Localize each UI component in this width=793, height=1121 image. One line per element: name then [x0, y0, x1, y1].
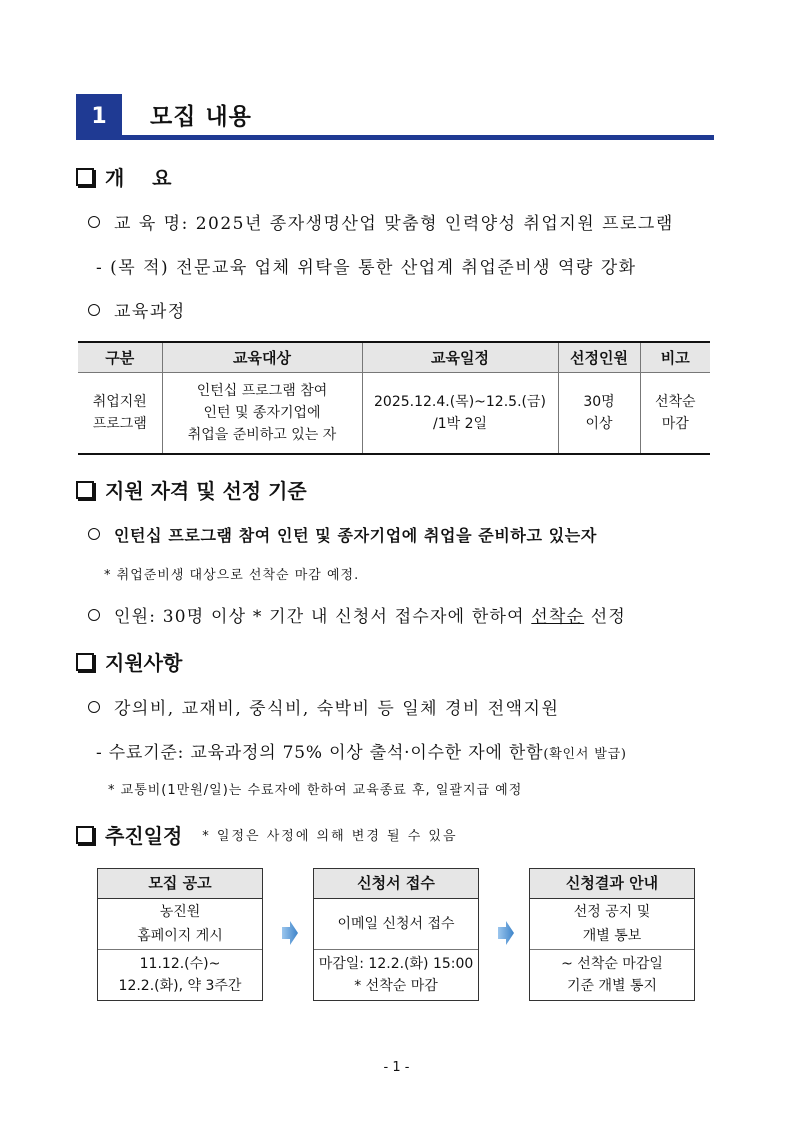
col-header-target: 교육대상 — [162, 342, 362, 373]
schedule-note: * 일정은 사정에 의해 변경 될 수 있음 — [202, 829, 458, 844]
cell-line: 이상 — [585, 416, 613, 432]
page-number: - 1 - — [383, 1060, 410, 1075]
cell-note — [640, 373, 710, 455]
cell-headcount — [558, 373, 640, 455]
support-main-line — [88, 694, 559, 719]
step-date-line: 11.12.(수)~ — [139, 956, 221, 972]
eligibility-heading — [76, 475, 307, 504]
checkbox-bullet-icon — [76, 168, 94, 186]
step-date-line: 마감일: 12.2.(화) 15:00 — [318, 956, 474, 972]
step-desc — [98, 899, 262, 950]
eligibility-note: * 취업준비생 대상으로 선착순 마감 예정. — [104, 568, 360, 583]
cell-line: 2025.12.4.(목)~12.5.(금) — [374, 394, 546, 410]
schedule-step-announcement — [97, 868, 263, 1001]
eligibility-heading-text: 지원 자격 및 선정 기준 — [105, 479, 307, 503]
course-table — [78, 341, 710, 455]
cell-line: 30명 — [583, 394, 615, 410]
eligibility-main-text: 인턴십 프로그램 참여 인턴 및 종자기업에 취업을 준비하고 있는자 — [114, 526, 597, 545]
cell-line: /1박 2일 — [432, 416, 488, 432]
step-desc-line: 선정 공지 및 — [573, 904, 651, 920]
step-date-line: * 선착순 마감 — [354, 978, 438, 994]
step-date-line: ~ 선착순 마감일 — [561, 956, 663, 972]
criteria-line — [96, 738, 627, 763]
step-desc-line: 홈페이지 게시 — [137, 928, 223, 944]
criteria-text: - 수료기준: 교육과정의 75% 이상 출석·이수한 자에 한함 — [96, 743, 544, 763]
schedule-heading-text: 추진일정 — [105, 824, 183, 848]
overview-heading — [76, 162, 172, 191]
course-label-line — [88, 297, 186, 322]
circle-bullet-icon — [88, 528, 100, 540]
course-name-text: 교 육 명: 2025년 종자생명산업 맞춤형 인력양성 취업지원 프로그램 — [114, 214, 674, 234]
col-header-note: 비고 — [640, 342, 710, 373]
step-date — [314, 950, 478, 1000]
circle-bullet-icon — [88, 701, 100, 713]
cell-line: 마감 — [661, 416, 689, 432]
col-header-schedule: 교육일정 — [362, 342, 558, 373]
step-desc — [314, 899, 478, 950]
purpose-line: - (목 적) 전문교육 업체 위탁을 통한 산업계 취업준비생 역량 강화 — [96, 258, 637, 278]
headcount-text: 인원: 30명 이상 * 기간 내 신청서 접수자에 한하여 — [114, 607, 532, 627]
schedule-heading — [76, 820, 458, 849]
support-heading-text: 지원사항 — [105, 651, 183, 675]
course-label-text: 교육과정 — [114, 302, 186, 322]
transport-note: * 교통비(1만원/일)는 수료자에 한하여 교육종료 후, 일괄지급 예정 — [108, 783, 523, 798]
step-date — [530, 950, 694, 1000]
step-date-line: 기준 개별 통지 — [566, 978, 658, 994]
circle-bullet-icon — [88, 216, 100, 228]
step-title: 신청서 접수 — [314, 869, 478, 899]
step-date — [98, 950, 262, 1000]
step-date-line: 12.2.(화), 약 3주간 — [118, 978, 242, 994]
circle-bullet-icon — [88, 609, 100, 621]
arrow-right-icon — [282, 920, 298, 946]
cell-target — [162, 373, 362, 455]
table-row — [78, 373, 710, 455]
cell-line: 인턴 및 종자기업에 — [203, 405, 321, 421]
checkbox-bullet-icon — [76, 481, 94, 499]
cell-line: 취업지원 — [92, 394, 147, 410]
step-desc-line: 개별 통보 — [582, 928, 642, 944]
step-title: 신청결과 안내 — [530, 869, 694, 899]
checkbox-bullet-icon — [76, 826, 94, 844]
schedule-step-application — [313, 868, 479, 1001]
table-header-row — [78, 342, 710, 373]
headcount-underlined: 선착순 — [531, 607, 585, 627]
criteria-small-text: (확인서 발급) — [543, 747, 627, 762]
cell-line: 프로그램 — [92, 416, 147, 432]
cell-line: 선착순 — [654, 394, 696, 410]
col-header-category: 구분 — [78, 342, 162, 373]
eligibility-main-line — [88, 523, 597, 546]
step-title: 모집 공고 — [98, 869, 262, 899]
headcount-line — [88, 602, 626, 627]
overview-heading-text: 개 요 — [105, 166, 172, 190]
step-desc-line: 농진원 — [159, 904, 201, 920]
page-title: 모집 내용 — [150, 104, 252, 130]
circle-bullet-icon — [88, 304, 100, 316]
schedule-step-result — [529, 868, 695, 1001]
cell-line: 인턴십 프로그램 참여 — [196, 383, 328, 399]
section-number-badge: 1 — [76, 94, 122, 139]
step-desc-line: 이메일 신청서 접수 — [337, 916, 455, 932]
course-name-line — [88, 209, 674, 234]
step-desc — [530, 899, 694, 950]
arrow-right-icon — [498, 920, 514, 946]
checkbox-bullet-icon — [76, 653, 94, 671]
cell-schedule — [362, 373, 558, 455]
headcount-suffix: 선정 — [584, 607, 627, 627]
col-header-headcount: 선정인원 — [558, 342, 640, 373]
title-rule — [76, 135, 714, 140]
cell-line: 취업을 준비하고 있는 자 — [187, 427, 337, 443]
cell-category — [78, 373, 162, 455]
support-main-text: 강의비, 교재비, 중식비, 숙박비 등 일체 경비 전액지원 — [114, 699, 560, 719]
support-heading — [76, 647, 182, 676]
